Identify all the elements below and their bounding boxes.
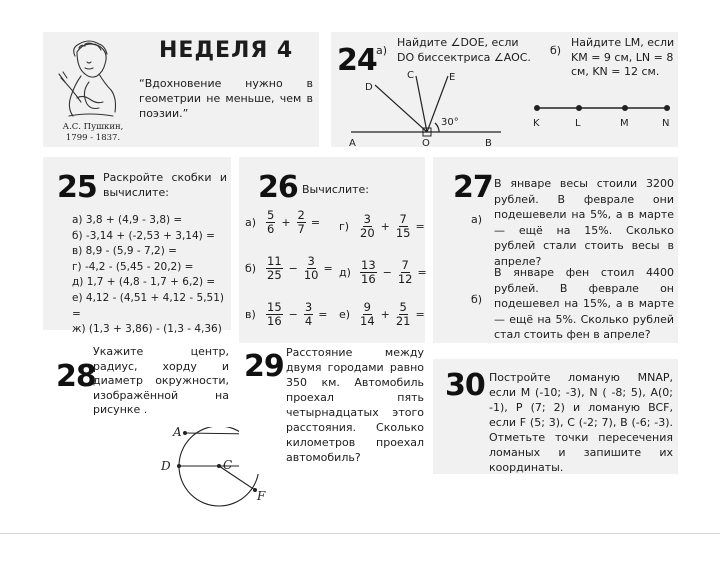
pushkin-portrait (55, 38, 125, 122)
angle-label-e: E (449, 72, 456, 83)
segment-label-k: K (533, 118, 540, 129)
task-number: 25 (57, 170, 97, 205)
task-24-panel (331, 32, 678, 147)
expression-a: а) $\frac{5}{6}$ + $\frac{2}{7}$ = (245, 208, 321, 236)
task-30-text: Постройте ломаную MNAP, если M (-10; -3), N ( -8; 5), A(0; -1), P (7; 2) и ломаную BCF, если F (5; 3), C (-2; 7), B (-6; -3). Отметьте точки пересечения ломаных и запишите их координаты. (489, 371, 673, 474)
segment-label-l: L (575, 118, 581, 129)
circle-label-c: C (223, 458, 233, 472)
list-item: а) 3,8 + (4,9 - 3,8) = (72, 214, 183, 226)
expression-b: б) $\frac{11}{25}$ − $\frac{3}{10}$ = (245, 254, 333, 282)
angle-label-o: O (422, 138, 430, 148)
task-25-list (72, 213, 232, 353)
author-years: 1799 - 1837. (65, 133, 121, 143)
list-item: в) 8,9 - (5,9 - 7,2) = (72, 245, 177, 258)
angle-label-a: A (349, 138, 356, 148)
angle-label-b: B (485, 138, 492, 148)
list-item: ж) (1,3 + 3,86) - (1,3 - 4,36) (72, 323, 222, 336)
task-25-prompt: Раскройте скобки и вычислите: (103, 171, 227, 199)
task-24a-text: Найдите ∠DOE, если DO биссектриса ∠AOC. (397, 36, 531, 64)
segment-label-n: N (662, 118, 670, 129)
angle-label-d: D (365, 82, 373, 93)
list-item: г) -4,2 - (5,45 - 20,2) = (72, 260, 194, 273)
expression-d: д) $\frac{13}{16}$ − $\frac{7}{12}$ = (339, 258, 427, 286)
task-number: 30 (445, 368, 485, 403)
header-panel (43, 32, 319, 147)
task-25-panel (43, 157, 231, 336)
angle-diagram (341, 68, 511, 148)
task-number: 26 (258, 170, 298, 205)
task-29-panel (239, 343, 425, 474)
task-24b-text: Найдите LM, если KM = 9 см, LN = 8 см, KN = 12 см. (571, 36, 675, 78)
expression-v: в) $\frac{15}{16}$ − $\frac{3}{4}$ = (245, 300, 328, 328)
circle-label-a: A (173, 427, 182, 439)
author-name: А.С. Пушкин, (62, 122, 124, 132)
task-27b-label: б) (471, 293, 483, 306)
circle-label-d: D (161, 459, 171, 473)
header-quote: “Вдохновение нужно в геометрии не меньше, чем в поэзии.” (139, 77, 313, 120)
task-number: 27 (453, 170, 493, 205)
task-27a-label: а) (471, 213, 483, 226)
expression-g: г) $\frac{3}{20}$ + $\frac{7}{15}$ = (339, 212, 425, 240)
expression-e: е) $\frac{9}{14}$ + $\frac{5}{21}$ = (339, 300, 425, 328)
task-28-text: Укажите центр, радиус, хорду и диаметр окружности, изображённой на рисунке . (93, 345, 229, 416)
circle-label-f: F (257, 489, 266, 503)
task-26-panel (239, 157, 425, 343)
angle-label-degrees: 30° (441, 117, 459, 128)
page-title: НЕДЕЛЯ 4 (159, 38, 294, 63)
task-number: 29 (244, 349, 284, 384)
task-27-panel (433, 157, 678, 343)
bottom-strip (0, 533, 720, 563)
segment-diagram (527, 98, 677, 132)
task-24b-label: б) (550, 44, 562, 57)
list-item: д) 1,7 + (4,8 - 1,7 + 6,2) = (72, 276, 216, 289)
segment-label-m: M (620, 118, 629, 129)
list-item: б) -3,14 + (-2,53 + 3,14) = (72, 229, 215, 242)
list-item: е) 4,12 - (4,51 + 4,12 - 5,51) = (72, 291, 225, 320)
task-29-text: Расстояние между двумя городами равно 350 км. Автомобиль проехал пять четырнадцатых этого расстояния. Сколько километров проехал автомобиль? (286, 346, 424, 464)
task-number: 28 (56, 359, 96, 394)
task-number: 24 (337, 43, 377, 78)
task-26-prompt: Вычислите: (302, 183, 369, 196)
task-24a-label: а) (376, 44, 388, 57)
task-30-panel (433, 359, 678, 474)
task-27b-text: В январе фен стоил 4400 рублей. В феврале он подешевел на 15%, а в марте — ещё на 5%. Сколько рублей стал стоить фен в апреле? (494, 266, 674, 341)
task-27a-text: В январе весы стоили 3200 рублей. В феврале они подешевели на 5%, а в марте — ещё на 15%. Сколько рублей стали стоить весы в апреле? (494, 177, 674, 268)
angle-label-c: C (407, 70, 414, 81)
